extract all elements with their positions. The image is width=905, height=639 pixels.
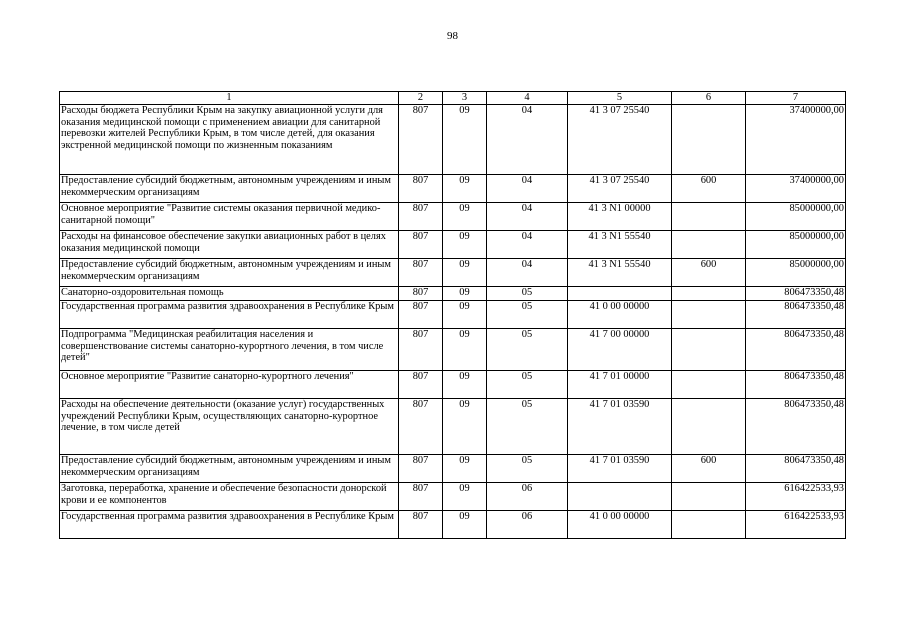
table-row xyxy=(60,399,846,455)
row-code-3: 09 xyxy=(443,203,487,231)
table-row xyxy=(60,511,846,539)
row-code-4: 06 xyxy=(487,511,568,539)
table-row xyxy=(60,175,846,203)
row-amount: 85000000,00 xyxy=(746,231,846,259)
row-code-4: 04 xyxy=(487,259,568,287)
row-name: Государственная программа развития здравоохранения в Республике Крым xyxy=(60,511,399,539)
row-amount: 616422533,93 xyxy=(746,483,846,511)
row-amount: 806473350,48 xyxy=(746,287,846,301)
row-name: Расходы бюджета Республики Крым на закупку авиационной услуги для оказания медицинской помощи с применением авиации для санитарной перевозки жителей Республики Крым, в том числе детей, для оказания экстренной медицинской помощи по жизненным показаниям xyxy=(60,105,399,175)
row-name: Санаторно-оздоровительная помощь xyxy=(60,287,399,301)
row-code-3: 09 xyxy=(443,105,487,175)
row-amount: 37400000,00 xyxy=(746,175,846,203)
row-name: Заготовка, переработка, хранение и обеспечение безопасности донорской крови и ее компонентов xyxy=(60,483,399,511)
table-row xyxy=(60,371,846,399)
row-code-6 xyxy=(672,203,746,231)
row-code-2: 807 xyxy=(399,483,443,511)
table-row xyxy=(60,301,846,329)
row-code-4: 04 xyxy=(487,105,568,175)
header-col-6: 6 xyxy=(672,92,746,105)
table-header xyxy=(60,92,846,105)
row-code-4: 05 xyxy=(487,329,568,371)
row-code-2: 807 xyxy=(399,231,443,259)
row-code-5: 41 3 N1 55540 xyxy=(568,231,672,259)
row-name: Основное мероприятие "Развитие системы оказания первичной медико-санитарной помощи" xyxy=(60,203,399,231)
page-number: 98 xyxy=(447,30,458,42)
row-code-3: 09 xyxy=(443,371,487,399)
row-code-5: 41 3 N1 55540 xyxy=(568,259,672,287)
row-code-4: 05 xyxy=(487,399,568,455)
row-code-3: 09 xyxy=(443,301,487,329)
row-code-4: 06 xyxy=(487,483,568,511)
table-row xyxy=(60,287,846,301)
row-name: Расходы на финансовое обеспечение закупки авиационных работ в целях оказания медицинской помощи xyxy=(60,231,399,259)
row-code-2: 807 xyxy=(399,175,443,203)
row-code-3: 09 xyxy=(443,511,487,539)
row-code-6 xyxy=(672,105,746,175)
table-body xyxy=(60,105,846,539)
row-code-4: 05 xyxy=(487,371,568,399)
header-col-2: 2 xyxy=(399,92,443,105)
table-row xyxy=(60,329,846,371)
row-code-6 xyxy=(672,511,746,539)
row-code-2: 807 xyxy=(399,511,443,539)
row-amount: 806473350,48 xyxy=(746,455,846,483)
row-code-6 xyxy=(672,301,746,329)
row-amount: 85000000,00 xyxy=(746,259,846,287)
row-name: Государственная программа развития здравоохранения в Республике Крым xyxy=(60,301,399,329)
row-code-5: 41 0 00 00000 xyxy=(568,301,672,329)
row-name: Предоставление субсидий бюджетным, автономным учреждениям и иным некоммерческим организациям xyxy=(60,175,399,203)
header-col-4: 4 xyxy=(487,92,568,105)
row-amount: 85000000,00 xyxy=(746,203,846,231)
row-code-6 xyxy=(672,231,746,259)
row-code-5: 41 3 N1 00000 xyxy=(568,203,672,231)
row-code-6 xyxy=(672,399,746,455)
row-code-6: 600 xyxy=(672,455,746,483)
row-code-2: 807 xyxy=(399,301,443,329)
row-code-2: 807 xyxy=(399,203,443,231)
table-row xyxy=(60,203,846,231)
header-col-1: 1 xyxy=(60,92,399,105)
row-name: Основное мероприятие "Развитие санаторно-курортного лечения" xyxy=(60,371,399,399)
row-code-4: 05 xyxy=(487,301,568,329)
row-code-2: 807 xyxy=(399,259,443,287)
row-amount: 806473350,48 xyxy=(746,399,846,455)
row-code-2: 807 xyxy=(399,105,443,175)
table-row xyxy=(60,259,846,287)
row-amount: 806473350,48 xyxy=(746,329,846,371)
row-code-2: 807 xyxy=(399,455,443,483)
table-row xyxy=(60,105,846,175)
row-code-6: 600 xyxy=(672,175,746,203)
row-name: Предоставление субсидий бюджетным, автономным учреждениям и иным некоммерческим организациям xyxy=(60,455,399,483)
row-name: Предоставление субсидий бюджетным, автономным учреждениям и иным некоммерческим организациям xyxy=(60,259,399,287)
row-code-4: 04 xyxy=(487,175,568,203)
budget-table xyxy=(59,91,846,539)
row-code-3: 09 xyxy=(443,329,487,371)
row-code-2: 807 xyxy=(399,399,443,455)
header-col-5: 5 xyxy=(568,92,672,105)
header-col-3: 3 xyxy=(443,92,487,105)
row-amount: 806473350,48 xyxy=(746,371,846,399)
row-code-5 xyxy=(568,287,672,301)
row-code-3: 09 xyxy=(443,399,487,455)
row-code-3: 09 xyxy=(443,455,487,483)
row-amount: 806473350,48 xyxy=(746,301,846,329)
row-code-5: 41 0 00 00000 xyxy=(568,511,672,539)
row-code-6 xyxy=(672,371,746,399)
header-row xyxy=(60,92,846,105)
row-code-2: 807 xyxy=(399,329,443,371)
row-code-6: 600 xyxy=(672,259,746,287)
row-code-5: 41 7 01 00000 xyxy=(568,371,672,399)
row-code-4: 05 xyxy=(487,455,568,483)
row-name: Подпрограмма "Медицинская реабилитация населения и совершенствование системы санаторно-курортного лечения, в том числе детей" xyxy=(60,329,399,371)
row-code-5: 41 7 01 03590 xyxy=(568,399,672,455)
row-code-4: 04 xyxy=(487,231,568,259)
row-code-2: 807 xyxy=(399,287,443,301)
row-code-3: 09 xyxy=(443,287,487,301)
row-code-5 xyxy=(568,483,672,511)
row-code-6 xyxy=(672,483,746,511)
row-code-5: 41 3 07 25540 xyxy=(568,105,672,175)
row-code-4: 05 xyxy=(487,287,568,301)
row-code-5: 41 7 00 00000 xyxy=(568,329,672,371)
row-code-5: 41 3 07 25540 xyxy=(568,175,672,203)
row-code-5: 41 7 01 03590 xyxy=(568,455,672,483)
table-row xyxy=(60,455,846,483)
row-code-3: 09 xyxy=(443,175,487,203)
row-code-3: 09 xyxy=(443,483,487,511)
row-amount: 616422533,93 xyxy=(746,511,846,539)
row-code-6 xyxy=(672,329,746,371)
row-name: Расходы на обеспечение деятельности (оказание услуг) государственных учреждений Республики Крым, осуществляющих санаторно-курортное лечение, в том числе детей xyxy=(60,399,399,455)
row-code-3: 09 xyxy=(443,231,487,259)
table-row xyxy=(60,231,846,259)
row-code-4: 04 xyxy=(487,203,568,231)
row-code-3: 09 xyxy=(443,259,487,287)
table-row xyxy=(60,483,846,511)
header-col-7: 7 xyxy=(746,92,846,105)
row-code-6 xyxy=(672,287,746,301)
row-amount: 37400000,00 xyxy=(746,105,846,175)
row-code-2: 807 xyxy=(399,371,443,399)
